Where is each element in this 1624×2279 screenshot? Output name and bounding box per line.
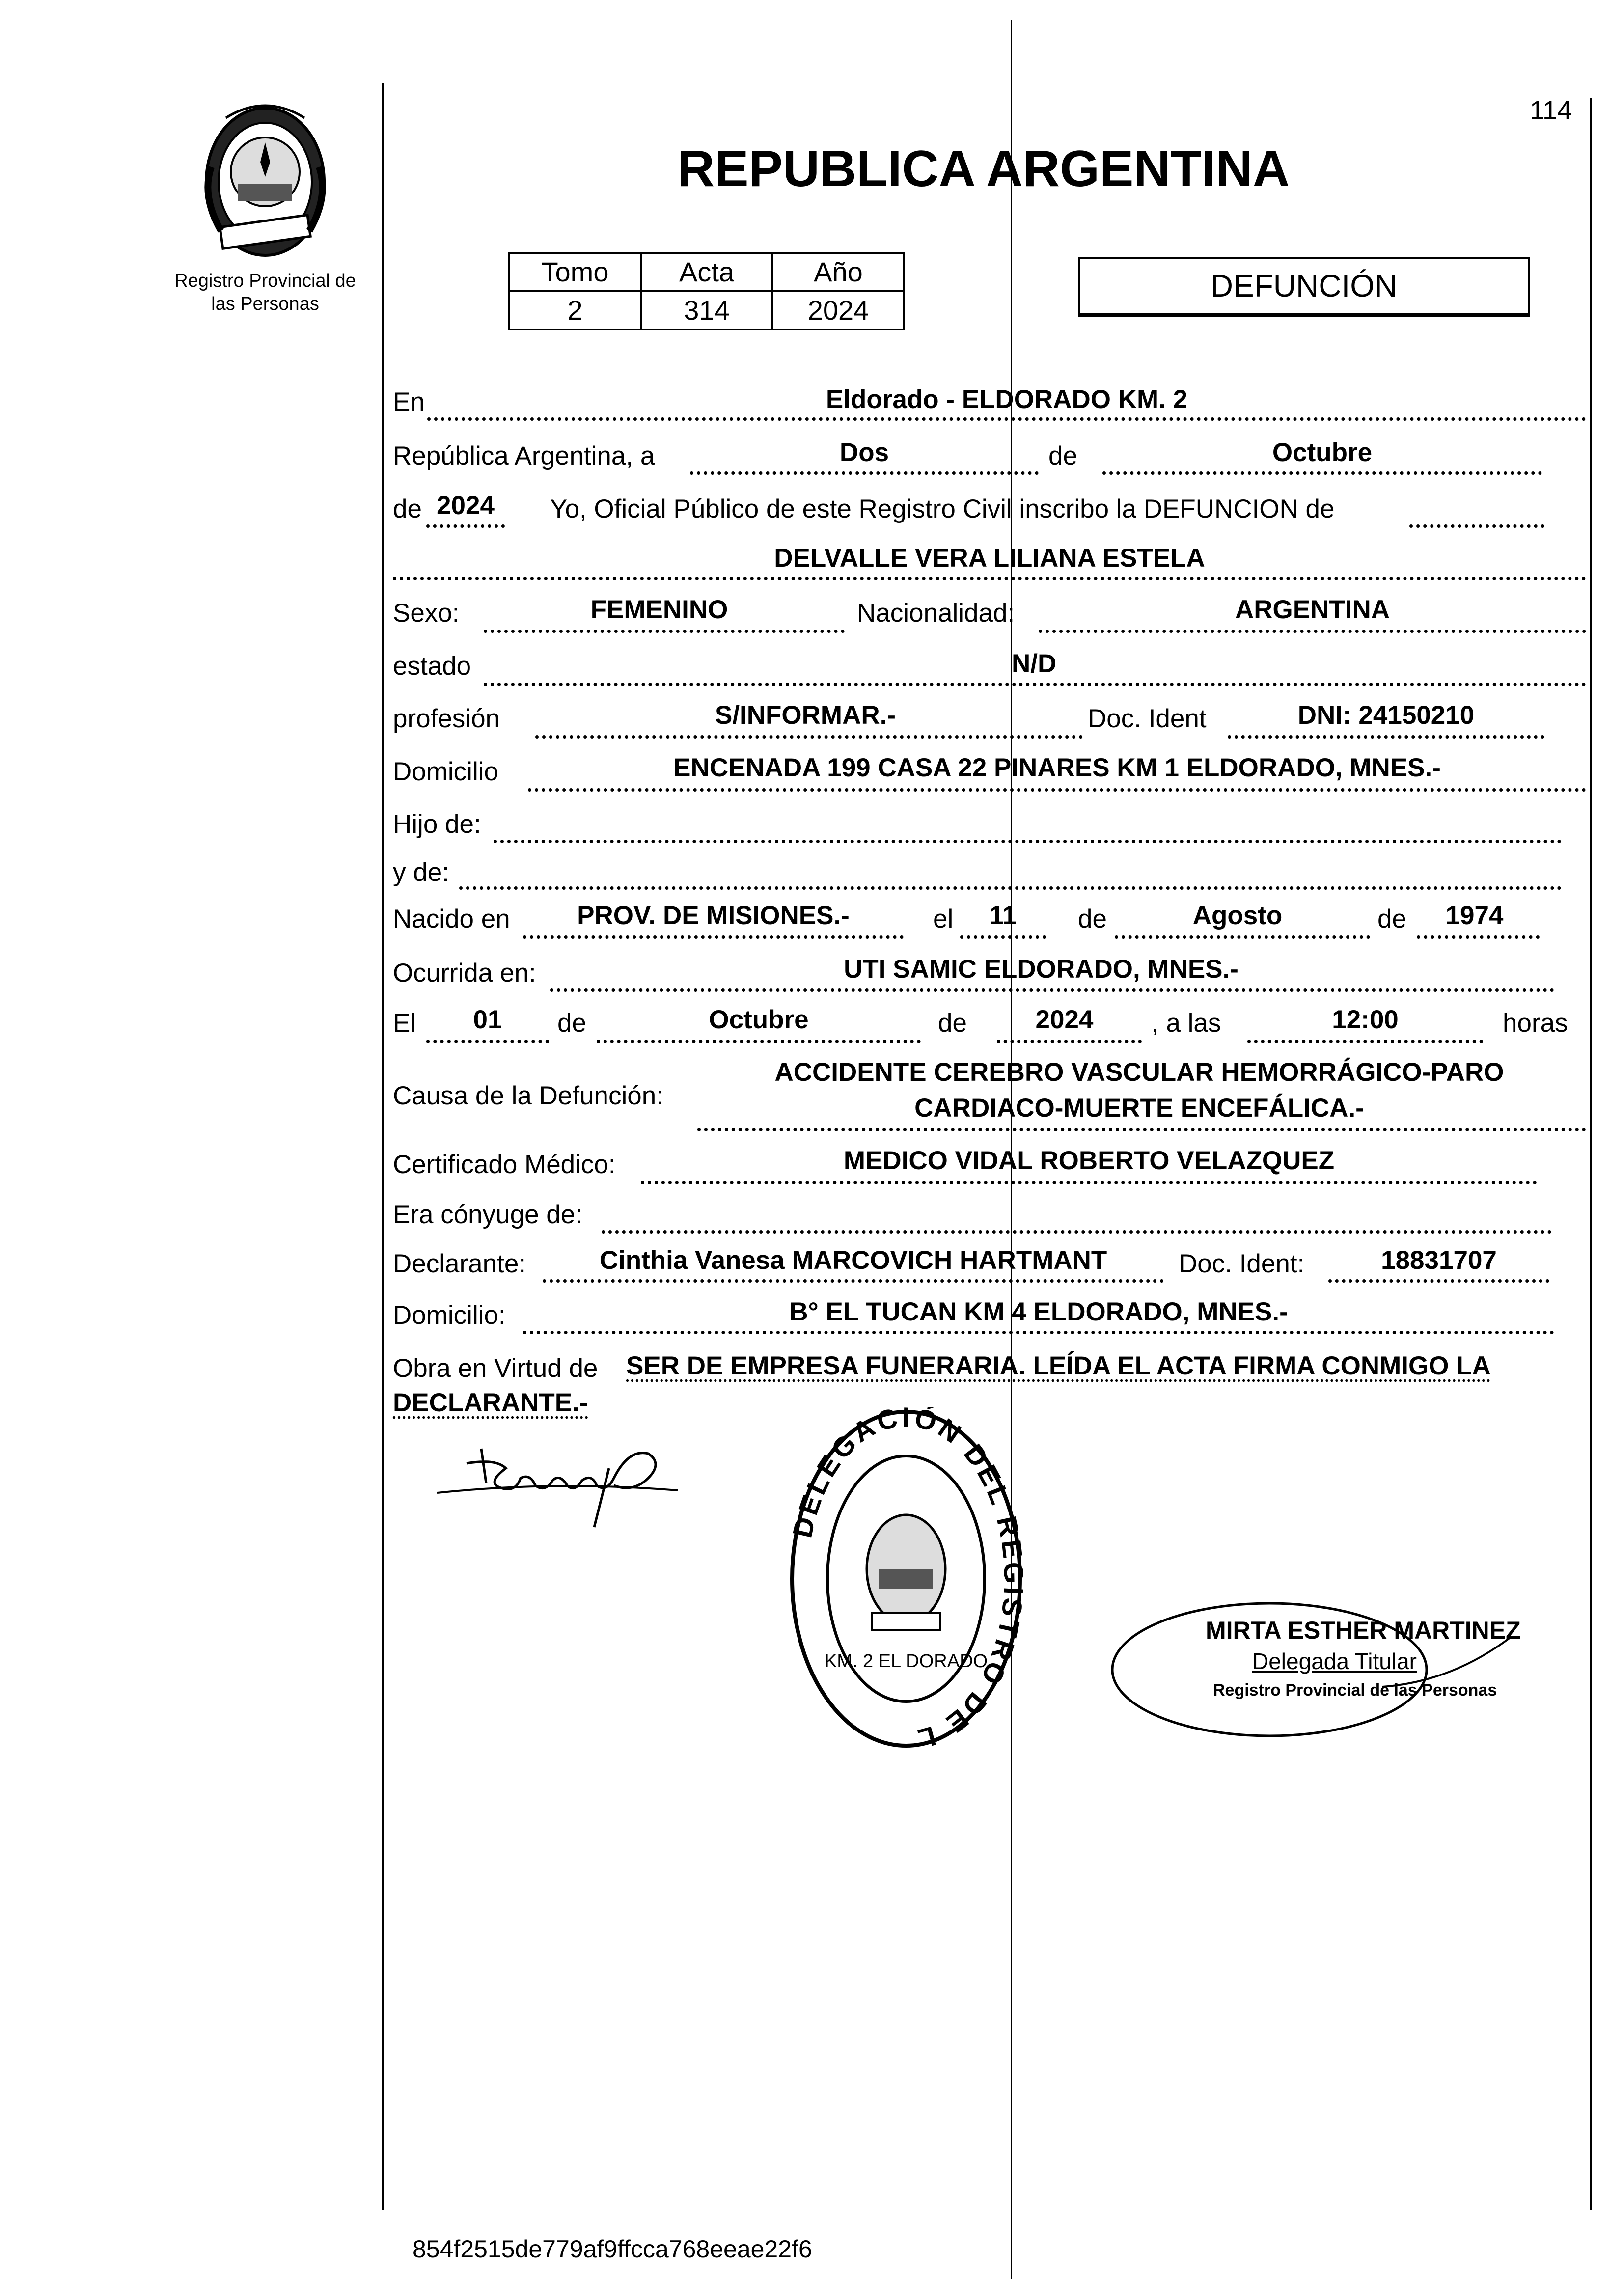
obra-value-line2: DECLARANTE.- (393, 1388, 588, 1417)
label-hijo-de: Hijo de: (393, 810, 481, 839)
act-table-value: 2024 (772, 291, 904, 329)
label-causa: Causa de la Defunción: (393, 1081, 663, 1110)
label-oficial: Yo, Oficial Público de este Registro Civil inscribo la DEFUNCION de (550, 494, 1335, 523)
act-table-value: 2 (509, 291, 641, 329)
father-line (494, 840, 1562, 843)
act-table-value: 314 (641, 291, 772, 329)
spouse-line (602, 1230, 1552, 1234)
birth-day-line (960, 935, 1046, 939)
death-day-line (426, 1040, 549, 1043)
stamp-ring-text: DELEGACIÓN DEL R TRO DE L (788, 1407, 1024, 1751)
official-org: Registro Provincial de las Personas (1213, 1681, 1497, 1700)
label-de-death-year: de (938, 1009, 967, 1038)
declarant-line (543, 1279, 1164, 1283)
delegation-stamp-icon (788, 1407, 1024, 1751)
civil-state-value: N/D (1012, 649, 1057, 678)
official-stamp (1107, 1584, 1530, 1741)
death-day-value: 01 (473, 1005, 502, 1034)
sex-line (484, 630, 845, 633)
declarant-doc-value: 18831707 (1381, 1246, 1497, 1275)
page-number: 114 (1530, 96, 1572, 125)
profession-line (535, 735, 1083, 739)
death-time-value: 12:00 (1332, 1005, 1399, 1034)
birth-place-line (523, 935, 904, 939)
label-nacido-en: Nacido en (393, 905, 510, 934)
label-el-birth: el (933, 905, 954, 934)
death-month-line (597, 1040, 921, 1043)
act-table (508, 252, 905, 330)
official-role: Delegada Titular (1252, 1648, 1417, 1674)
doc-type-box (1078, 257, 1530, 315)
day-word-value: Dos (839, 438, 889, 467)
label-domicilio-declarant: Domicilio: (393, 1301, 506, 1330)
year-value: 2024 (437, 491, 495, 520)
deceased-name: DELVALLE VERA LILIANA ESTELA (774, 544, 1205, 573)
place-value: Eldorado - ELDORADO KM. 2 (826, 385, 1188, 414)
delegation-stamp (788, 1407, 1024, 1751)
month-word-line (1102, 471, 1542, 475)
place-line (427, 417, 1586, 421)
left-margin-line (382, 83, 384, 2210)
label-de-death-month: de (557, 1009, 586, 1038)
address-line (528, 788, 1586, 792)
label-doc-ident: Doc. Ident (1088, 704, 1207, 733)
doctor-line (641, 1181, 1537, 1184)
official-name: MIRTA ESTHER MARTINEZ (1206, 1617, 1521, 1644)
birth-year-value: 1974 (1445, 901, 1504, 930)
label-conyuge: Era cónyuge de: (393, 1200, 582, 1229)
obra-value-line1: SER DE EMPRESA FUNERARIA. LEÍDA EL ACTA FIRMA CONMIGO LA (626, 1351, 1491, 1380)
nationality-line (1039, 630, 1586, 633)
death-time-line (1247, 1040, 1483, 1043)
label-el-death: El (393, 1009, 416, 1038)
profession-value: S/INFORMAR.- (715, 701, 896, 730)
birth-day-value: 11 (989, 901, 1017, 930)
sex-value: FEMENINO (590, 595, 728, 624)
deceased-line (393, 577, 1586, 580)
death-place-value: UTI SAMIC ELDORADO, MNES.- (844, 955, 1239, 984)
label-declarante: Declarante: (393, 1249, 526, 1278)
label-republica: República Argentina, a (393, 441, 655, 470)
page-title: REPUBLICA ARGENTINA (678, 140, 1290, 197)
birth-year-line (1417, 935, 1540, 939)
cause-line2: CARDIACO-MUERTE ENCEFÁLICA.- (914, 1094, 1364, 1123)
act-table-header: Año (772, 253, 904, 291)
label-y-de: y de: (393, 858, 449, 887)
label-domicilio: Domicilio (393, 757, 498, 786)
birth-place-value: PROV. DE MISIONES.- (577, 901, 850, 930)
label-ocurrida-en: Ocurrida en: (393, 959, 536, 988)
declarant-signature (432, 1439, 717, 1537)
doctor-value: MEDICO VIDAL ROBERTO VELAZQUEZ (843, 1146, 1335, 1175)
year-line (426, 524, 505, 528)
declarant-address-value: B° EL TUCAN KM 4 ELDORADO, MNES.- (789, 1297, 1288, 1326)
act-table-header: Tomo (509, 253, 641, 291)
label-obra: Obra en Virtud de (393, 1354, 598, 1383)
nationality-value: ARGENTINA (1235, 595, 1390, 624)
label-doc-ident-declarant: Doc. Ident: (1179, 1249, 1305, 1278)
act-table-value-row (509, 291, 904, 329)
declarant-signature-icon (432, 1439, 717, 1537)
label-de-birth-month: de (1078, 905, 1107, 934)
doc-type-label: DEFUNCIÓN (1210, 268, 1398, 303)
document-hash: 854f2515de779af9ffcca768eeae22f6 (413, 2235, 812, 2263)
declarant-doc-line (1328, 1279, 1549, 1283)
declarant-address-line (523, 1331, 1554, 1334)
cause-line (697, 1128, 1586, 1131)
label-certificado: Certificado Médico: (393, 1150, 616, 1179)
label-sexo: Sexo: (393, 599, 460, 628)
month-word-value: Octubre (1272, 438, 1373, 467)
birth-month-value: Agosto (1192, 901, 1283, 930)
label-estado: estado (393, 652, 471, 681)
address-value: ENCENADA 199 CASA 22 PINARES KM 1 ELDORADO, MNES.- (673, 753, 1441, 782)
label-horas: horas (1503, 1009, 1568, 1038)
provincial-emblem-icon (192, 98, 339, 265)
label-en: En (393, 387, 425, 416)
death-month-value: Octubre (709, 1005, 809, 1034)
cause-line1: ACCIDENTE CEREBRO VASCULAR HEMORRÁGICO-PARO (774, 1058, 1504, 1087)
label-a-las: , a las (1152, 1009, 1221, 1038)
registry-name-line2: las Personas (211, 294, 319, 314)
act-table-header: Acta (641, 253, 772, 291)
label-de-birth-year: de (1377, 905, 1406, 934)
death-place-line (550, 988, 1554, 992)
right-margin-line (1590, 98, 1592, 2210)
dni-line (1228, 735, 1544, 739)
label-de-month: de (1048, 441, 1077, 470)
provincial-emblem (192, 98, 339, 265)
declarant-value: Cinthia Vanesa MARCOVICH HARTMANT (599, 1246, 1107, 1275)
death-year-value: 2024 (1035, 1005, 1094, 1034)
registry-name-line1: Registro Provincial de (174, 271, 356, 291)
oficial-tail-line (1409, 524, 1544, 528)
label-de-year: de (393, 494, 422, 523)
stamp-inner-text: KM. 2 EL DORADO (824, 1651, 988, 1672)
label-nacionalidad: Nacionalidad: (857, 599, 1015, 628)
birth-month-line (1115, 935, 1370, 939)
mother-line (459, 886, 1562, 890)
dni-value: DNI: 24150210 (1297, 701, 1475, 730)
civil-state-line (484, 683, 1586, 686)
act-table-header-row (509, 253, 904, 291)
death-year-line (997, 1040, 1142, 1043)
label-profesion: profesión (393, 704, 500, 733)
day-word-line (690, 471, 1039, 475)
